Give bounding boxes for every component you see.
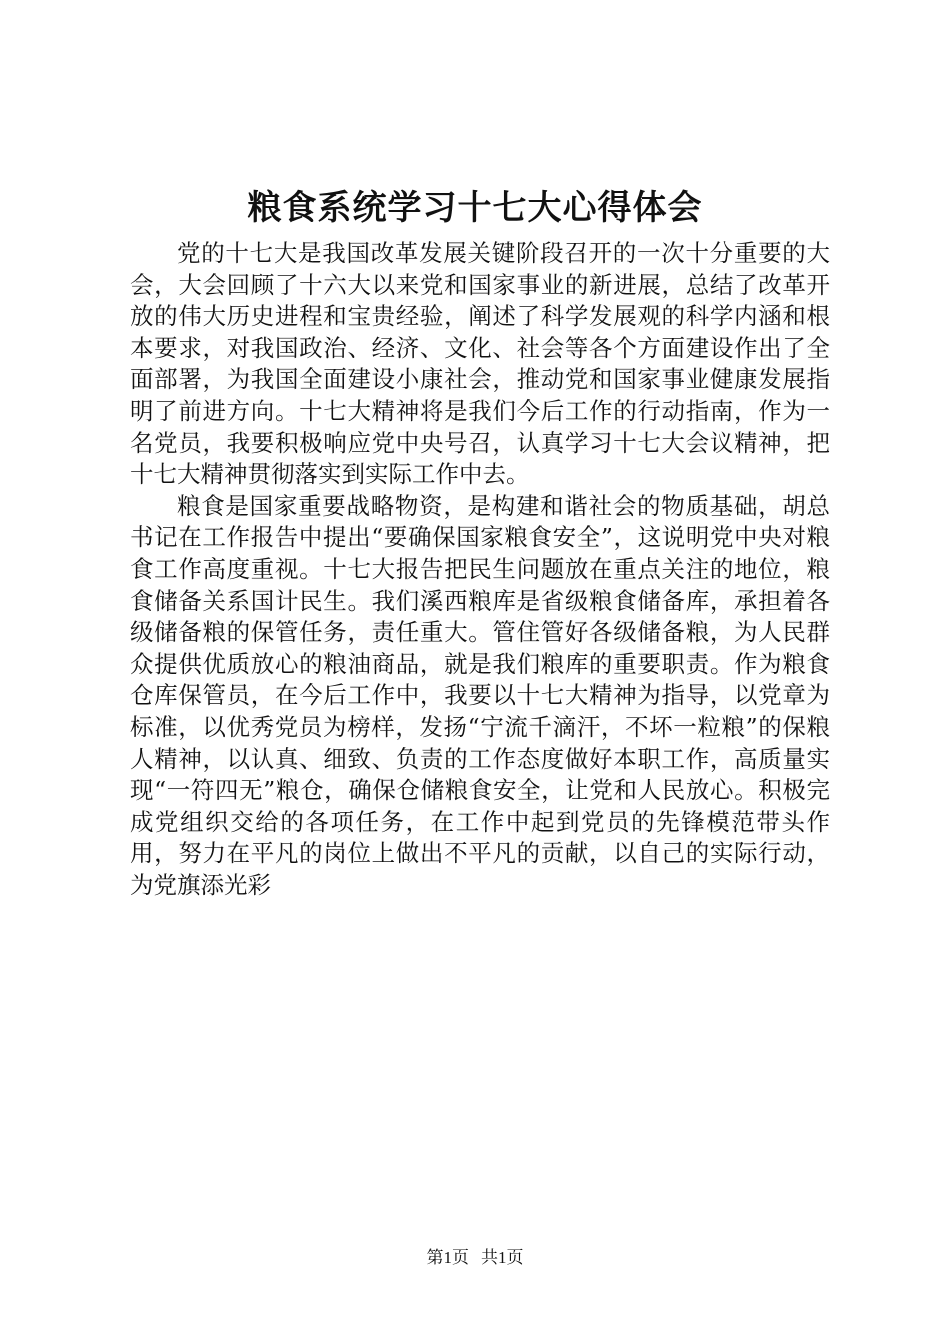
paragraph-2: 粮食是国家重要战略物资，是构建和谐社会的物质基础，胡总书记在工作报告中提出“要确保国家粮食安全”，这说明党中央对粮食工作高度重视。十七大报告把民生问题放在重点关注的地位，粮食储备关系国计民生。我们溪西粮库是省级粮食储备库，承担着各级储备粮的保管任务，责任重大。管住管好各级储备粮，为人民群众提供优质放心的粮油商品，就是我们粮库的重要职责。作为粮食仓库保管员，在今后工作中，我要以十七大精神为指导，以党章为标准，以优秀党员为榜样，发扬“宁流千滴汗，不坏一粒粮”的保粮人精神，以认真、细致、负责的工作态度做好本职工作，高质量实现“一符四无”粮仓，确保仓储粮食安全，让党和人民放心。积极完成党组织交给的各项任务，在工作中起到党员的先锋模范带头作用，努力在平凡的岗位上做出不平凡的贡献，以自己的实际行动，为党旗添光彩	[130, 491, 830, 899]
document-body	[130, 238, 830, 901]
page-number: 第1页	[426, 1248, 469, 1267]
page-total: 共1页	[481, 1248, 524, 1267]
paragraph-1: 党的十七大是我国改革发展关键阶段召开的一次十分重要的大会，大会回顾了十六大以来党和国家事业的新进展，总结了改革开放的伟大历史进程和宝贵经验，阐述了科学发展观的科学内涵和根本要求，对我国政治、经济、文化、社会等各个方面建设作出了全面部署，为我国全面建设小康社会，推动党和国家事业健康发展指明了前进方向。十七大精神将是我们今后工作的行动指南，作为一名党员，我要积极响应党中央号召，认真学习十七大会议精神，把十七大精神贯彻落实到实际工作中去。	[130, 239, 830, 489]
document-title: 粮食系统学习十七大心得体会	[247, 188, 703, 228]
page-footer	[0, 1246, 950, 1270]
